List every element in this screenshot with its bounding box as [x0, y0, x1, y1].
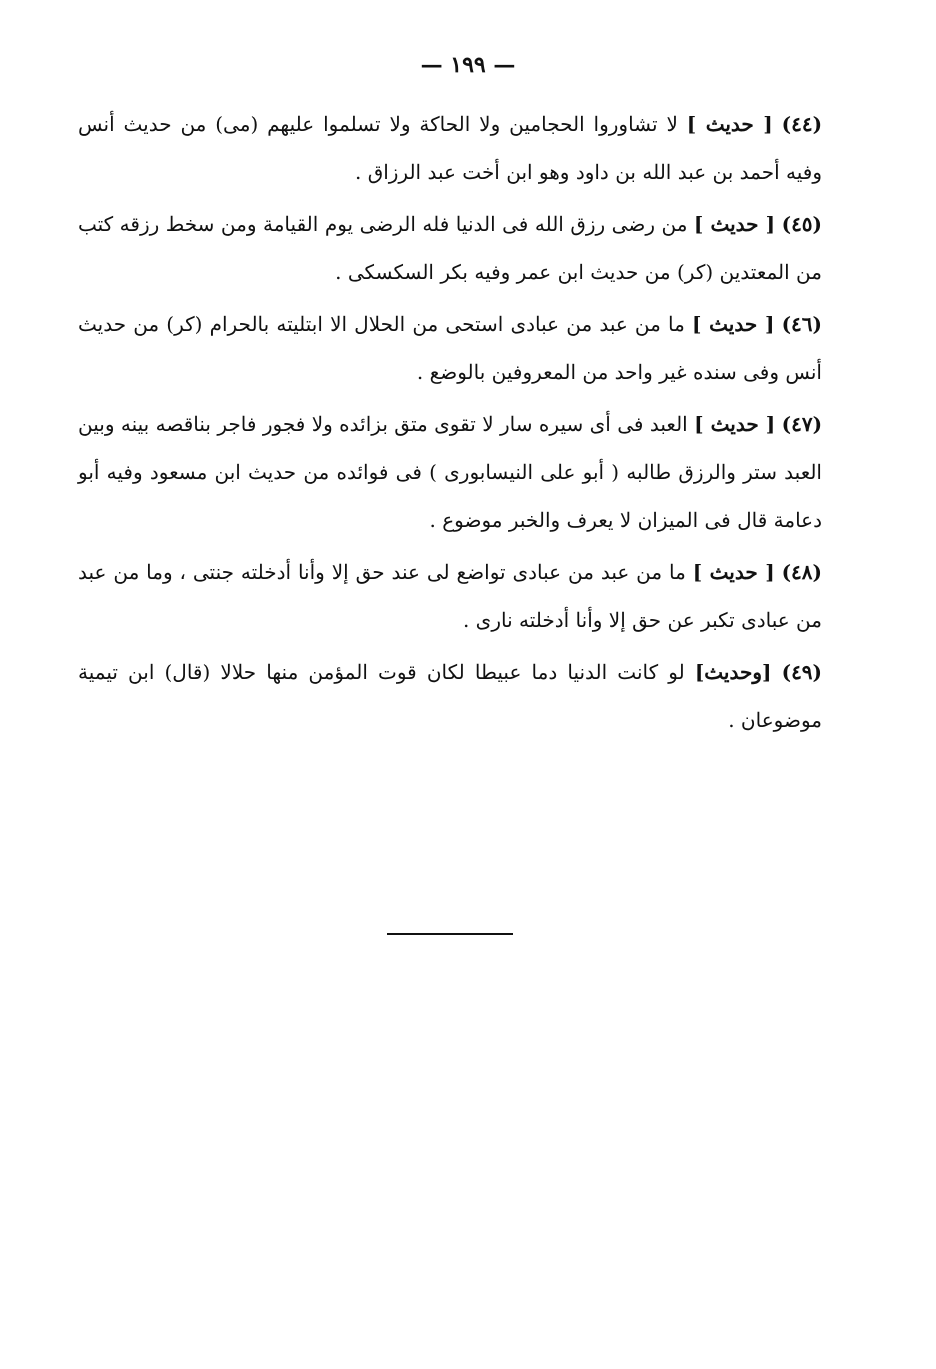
page-number: — ١٩٩ —: [420, 52, 516, 78]
hadith-entry-49: [78, 648, 822, 744]
entry-text: لا تشاوروا الحجامين ولا الحاكة ولا تسلموا عليهم (مى) من حديث أنس وفيه أحمد بن عبد الله بن داود وهو ابن أخت عبد الرزاق .: [78, 112, 822, 184]
hadith-list: [78, 100, 822, 748]
entry-tag: [ حديث ]: [692, 560, 775, 584]
entry-number: (٤٩): [781, 660, 823, 684]
hadith-entry-46: [78, 300, 822, 396]
entry-text: العبد فى أى سيره سار لا تقوى متق بزائده ولا فجور فاجر بناقصه بينه وبين العبد ستر والرزق طالبه ( أبو على النيسابورى ) فى فوائده من حديث ابن مسعود وفيه أبو دعامة قال فى الميزان لا يعرف والخبر موضوع .: [78, 412, 822, 532]
entry-tag: [وحديث]: [694, 660, 772, 684]
entry-number: (٤٥): [781, 212, 823, 236]
hadith-entry-48: [78, 548, 822, 644]
entry-number: (٤٧): [781, 412, 823, 436]
hadith-entry-47: [78, 400, 822, 544]
hadith-entry-44: [78, 100, 822, 196]
entry-tag: [ حديث ]: [694, 412, 776, 436]
entry-tag: [ حديث ]: [693, 212, 776, 236]
entry-text: ما من عبد من عبادى تواضع لى عند حق إلا وأنا أدخلته جنتى ، وما من عبد من عبادى تكبر عن حق إلا وأنا أدخلته نارى .: [78, 560, 822, 632]
entry-text: ما من عبد من عبادى استحى من الحلال الا ابتليته بالحرام (كر) من حديث أنس وفى سنده غير واحد من المعروفين بالوضع .: [78, 312, 822, 384]
entry-number: (٤٦): [781, 312, 822, 336]
entry-tag: [ حديث ]: [691, 312, 775, 336]
closing-divider: [387, 933, 513, 935]
entry-number: (٤٤): [781, 112, 823, 136]
entry-number: (٤٨): [781, 560, 822, 584]
entry-text: لو كانت الدنيا دما عبيطا لكان قوت المؤمن منها حلالا (قال) ابن تيمية موضوعان .: [78, 660, 822, 732]
hadith-entry-45: [78, 200, 822, 296]
entry-text: من رضى رزق الله فى الدنيا فله الرضى يوم القيامة ومن سخط رزقه كتب من المعتدين (كر) من حديث ابن عمر وفيه بكر السكسكى .: [78, 212, 822, 284]
entry-tag: [ حديث ]: [686, 112, 773, 136]
